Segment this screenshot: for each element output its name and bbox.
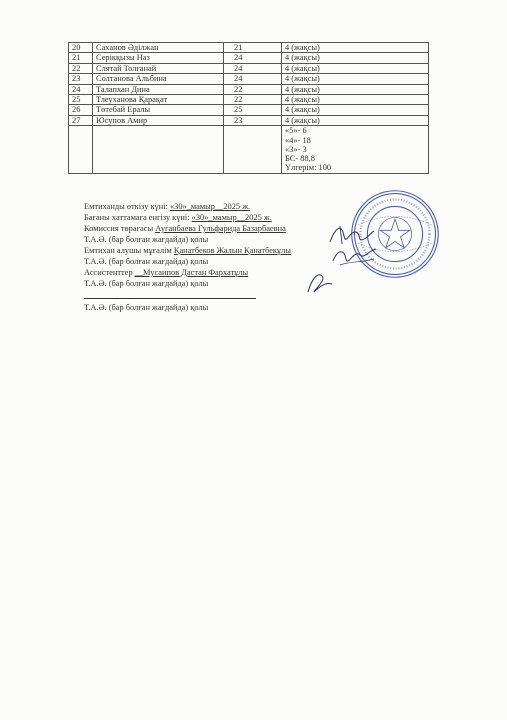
- table-row: [69, 105, 429, 115]
- assistant-name: __Мусаипов Дастан Фархатұлы: [134, 268, 249, 277]
- student-grade: 4 (жақсы): [282, 53, 429, 63]
- row-number: 26: [69, 105, 93, 115]
- row-number: 22: [69, 63, 93, 73]
- summary-line: «3»- 3: [285, 144, 307, 154]
- row-number: 27: [69, 115, 93, 125]
- table-row: [69, 53, 429, 63]
- examiner-teacher-name: Қанатбеков Жалын Қанатбекұлы: [173, 246, 291, 255]
- summary-cell: [282, 126, 429, 174]
- student-name: Юсупов Амир: [93, 115, 224, 125]
- table-row: [69, 84, 429, 94]
- blank-signature-line: [84, 289, 291, 302]
- student-score: 24: [224, 74, 282, 84]
- fio-sign-caption: Т.А.Ә. (бар болған жағдайда) қолы: [84, 235, 209, 244]
- table-row: [69, 63, 429, 73]
- student-name: Талапхан Дина: [93, 84, 224, 94]
- assistants-line: Ассистенттер __Мусаипов Дастан Фархатұлы: [84, 268, 249, 277]
- grade-entry-date-line: Бағаны хаттамаға енгізу күні: «30»_мамыр__2025 ж.: [84, 213, 272, 222]
- fio-sign-caption: Т.А.Ә. (бар болған жағдайда) қолы: [84, 257, 209, 266]
- row-number: 25: [69, 95, 93, 105]
- student-grade: 4 (жақсы): [282, 95, 429, 105]
- student-score: 22: [224, 95, 282, 105]
- summary-line: «4»- 18: [285, 135, 311, 145]
- exam-date-value: «30»_мамыр__2025 ж.: [169, 202, 251, 211]
- student-score: 23: [224, 115, 282, 125]
- summary-row: [69, 126, 429, 174]
- student-name: Саханов Әділжан: [93, 43, 224, 53]
- student-name: Төтебай Ералы: [93, 105, 224, 115]
- fio-sign-caption: Т.А.Ә. (бар болған жағдайда) қолы: [84, 303, 209, 312]
- student-name: Тлеуханова Қарақат: [93, 95, 224, 105]
- summary-line: БС- 88,8: [285, 154, 315, 164]
- student-score: 22: [224, 84, 282, 94]
- commission-chair-line: Комиссия төрағасы Ауганбаева Гульфарида Базарбаевна: [84, 224, 286, 233]
- row-number: 21: [69, 53, 93, 63]
- student-name: Серікқызы Наз: [93, 53, 224, 63]
- grades-table: [68, 42, 429, 174]
- exam-date-line: Емтиханды өткізу күні: «30»_мамыр__2025 ж.: [84, 202, 251, 211]
- teacher-signature: [330, 243, 380, 269]
- student-score: 24: [224, 53, 282, 63]
- grade-entry-date-value: «30»_мамыр__2025 ж.: [191, 213, 272, 222]
- table-row: [69, 95, 429, 105]
- student-grade: 4 (жақсы): [282, 43, 429, 53]
- student-score: 25: [224, 105, 282, 115]
- summary-line: Үлгерім: 100: [285, 163, 332, 173]
- student-score: 24: [224, 63, 282, 73]
- student-score: 21: [224, 43, 282, 53]
- signature-block: [84, 201, 291, 313]
- table-row: [69, 115, 429, 125]
- student-name: Слятай Толғанай: [93, 63, 224, 73]
- summary-line: «5»- 6: [285, 126, 307, 136]
- fio-sign-caption: Т.А.Ә. (бар болған жағдайда) қолы: [84, 279, 209, 288]
- row-number: 24: [69, 84, 93, 94]
- student-grade: 4 (жақсы): [282, 63, 429, 73]
- student-grade: 4 (жақсы): [282, 105, 429, 115]
- student-grade: 4 (жақсы): [282, 84, 429, 94]
- student-grade: 4 (жақсы): [282, 74, 429, 84]
- row-number: 23: [69, 74, 93, 84]
- table-row: [69, 74, 429, 84]
- examiner-teacher-line: Емтихан алушы мұғалім Қанатбеков Жалын Қанатбекұлы: [84, 246, 291, 255]
- student-grade: 4 (жақсы): [282, 115, 429, 125]
- commission-chair-name: Ауганбаева Гульфарида Базарбаевна: [155, 224, 286, 233]
- row-number: 20: [69, 43, 93, 53]
- assistant-signature: [302, 270, 336, 296]
- student-name: Солтанова Альбина: [93, 74, 224, 84]
- table-row: [69, 43, 429, 53]
